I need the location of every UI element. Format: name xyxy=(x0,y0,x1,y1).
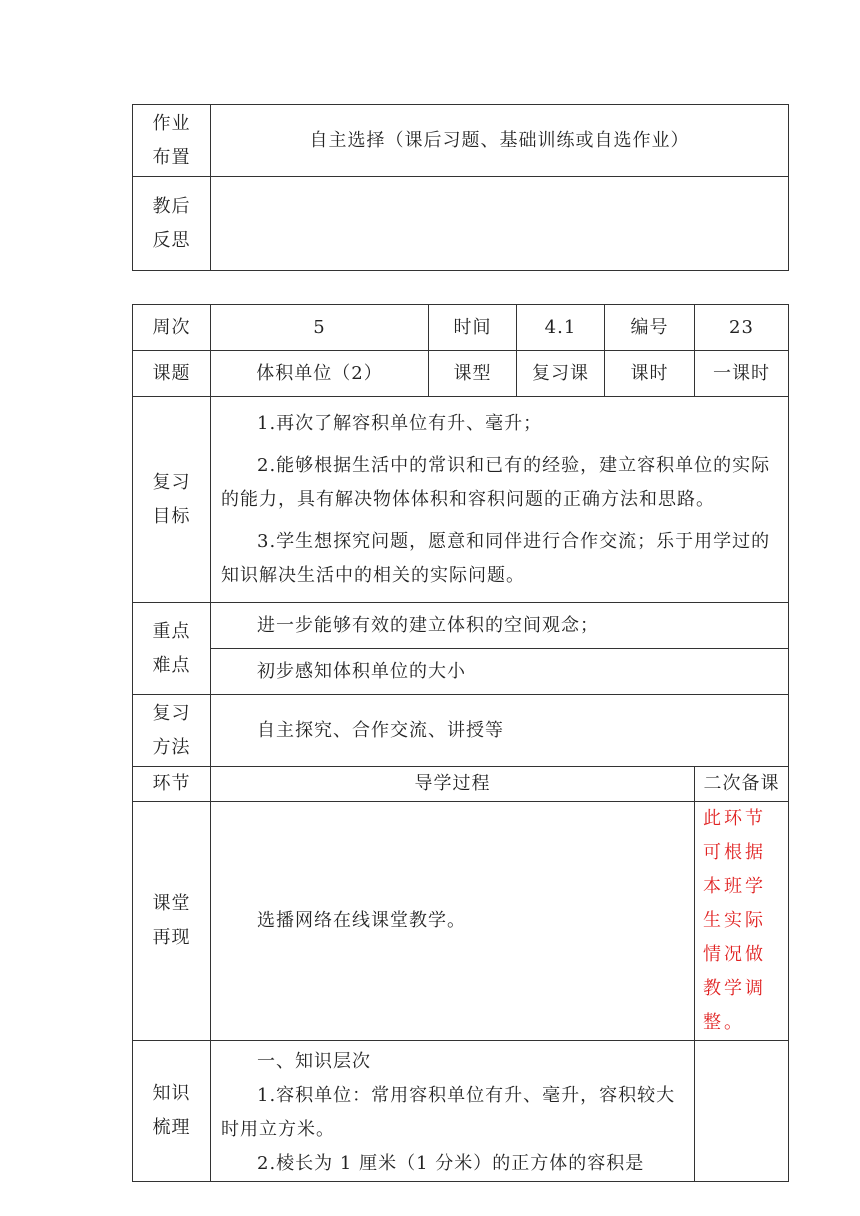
knowledge-label-line2: 梳理 xyxy=(152,1117,191,1138)
key-label-line1: 重点 xyxy=(152,620,191,642)
goals-label-line1: 复习 xyxy=(152,471,191,493)
key-label-line2: 难点 xyxy=(152,654,191,676)
difficult-point xyxy=(211,649,789,695)
goals-label-line2: 目标 xyxy=(152,505,191,527)
homework-table xyxy=(132,104,789,271)
goals-content xyxy=(211,397,789,603)
key-difficult-label xyxy=(133,603,211,695)
difficult-point-text: 初步感知体积单位的大小 xyxy=(257,660,466,682)
type-value: 复习课 xyxy=(517,351,605,397)
homework-label-line1: 作业 xyxy=(152,112,191,134)
knowledge-line-2: 1.容积单位：常用容积单位有升、毫升，容积较大时用立方米。 xyxy=(221,1085,676,1140)
number-label: 编号 xyxy=(605,305,695,351)
reflection-content[interactable] xyxy=(211,177,789,271)
classroom-label-line1: 课堂 xyxy=(152,893,191,914)
topic-label: 课题 xyxy=(133,351,211,397)
method-label-line2: 方法 xyxy=(152,736,191,758)
classroom-label xyxy=(133,802,211,1041)
goals-label xyxy=(133,397,211,603)
prep-header: 二次备课 xyxy=(695,767,789,802)
time-label: 时间 xyxy=(429,305,517,351)
reflection-label-line1: 教后 xyxy=(152,195,191,217)
hours-label: 课时 xyxy=(605,351,695,397)
knowledge-label xyxy=(133,1041,211,1182)
knowledge-line-3: 2.棱长为 1 厘米（1 分米）的正方体的容积是 xyxy=(257,1153,645,1174)
knowledge-label-line1: 知识 xyxy=(152,1083,191,1104)
classroom-note: 此环节可根据本班学生实际情况做教学调整。 xyxy=(695,802,789,1041)
knowledge-line-1: 一、知识层次 xyxy=(257,1051,371,1072)
key-point xyxy=(211,603,789,649)
goal-item-3: 3.学生想探究问题，愿意和同伴进行合作交流；乐于用学过的知识解决生活中的相关的实际问题。 xyxy=(221,530,771,586)
classroom-label-line2: 再现 xyxy=(152,927,191,948)
method-label-line1: 复习 xyxy=(152,702,191,724)
method-value xyxy=(211,695,789,767)
key-point-text: 进一步能够有效的建立体积的空间观念； xyxy=(257,614,599,636)
method-value-text: 自主探究、合作交流、讲授等 xyxy=(257,719,504,741)
week-value: 5 xyxy=(211,305,429,351)
time-value: 4.1 xyxy=(517,305,605,351)
classroom-text-line: 选播网络在线课堂教学。 xyxy=(257,910,466,931)
knowledge-content xyxy=(211,1041,695,1182)
stage-header: 环节 xyxy=(133,767,211,802)
homework-label-line2: 布置 xyxy=(152,146,191,168)
homework-text: 自主选择（课后习题、基础训练或自选作业） xyxy=(211,105,789,177)
hours-value: 一课时 xyxy=(695,351,789,397)
goal-item-2: 2.能够根据生活中的常识和已有的经验，建立容积单位的实际的能力，具有解决物体体积和容积问题的正确方法和思路。 xyxy=(221,454,771,510)
reflection-label-line2: 反思 xyxy=(152,229,191,251)
topic-value: 体积单位（2） xyxy=(211,351,429,397)
lesson-plan-table xyxy=(132,304,789,1182)
type-label: 课型 xyxy=(429,351,517,397)
method-label xyxy=(133,695,211,767)
goal-item-1: 1.再次了解容积单位有升、毫升； xyxy=(257,412,543,434)
classroom-text xyxy=(211,802,695,1041)
homework-label xyxy=(133,105,211,177)
reflection-label xyxy=(133,177,211,271)
number-value: 23 xyxy=(695,305,789,351)
knowledge-prep[interactable] xyxy=(695,1041,789,1182)
process-header: 导学过程 xyxy=(211,767,695,802)
week-label: 周次 xyxy=(133,305,211,351)
